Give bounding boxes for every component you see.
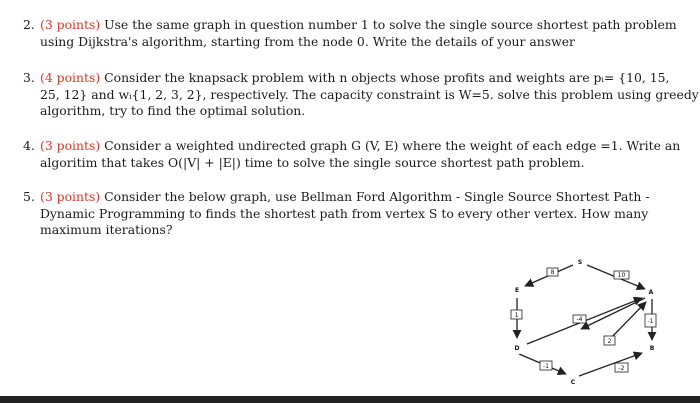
question-line: (3 points) Consider a weighted undirected graph G (V, E) where the weight of each edge =1. Write an (40, 138, 681, 153)
edge-c-b (579, 353, 642, 376)
question-line: 25, 12} and wᵢ{1, 2, 3, 2}, respectively. The capacity constraint is W=5. solve this problem using greedy (40, 86, 699, 102)
weight-label (645, 314, 656, 327)
node-d (511, 342, 523, 354)
bottom-edge-bar (0, 396, 700, 403)
question-line: using Dijkstra's algorithm, starting from the node 0. Write the details of your answer (40, 33, 575, 49)
svg-text:1: 1 (514, 312, 519, 319)
question-line: maximum iterations? (40, 222, 173, 238)
node-a (645, 286, 657, 298)
question-number: 5. (23, 189, 35, 204)
weight-label (547, 268, 558, 276)
svg-text:C: C (570, 379, 576, 386)
svg-text:S: S (577, 259, 583, 266)
weight-label (573, 315, 586, 323)
question-number: 2. (23, 17, 35, 32)
weight-label (614, 271, 629, 279)
question-line: (4 points) Consider the knapsack problem with n objects whose profits and weights are pᵢ= {10, 15, (40, 70, 670, 85)
svg-text:8: 8 (550, 269, 555, 276)
weight-label (511, 310, 522, 319)
weight-label (540, 361, 552, 370)
svg-text:-1: -1 (647, 318, 654, 325)
svg-text:D: D (514, 345, 520, 352)
question-text (40, 70, 699, 120)
points-label: (4 points) (40, 70, 101, 85)
question-number: 4. (23, 138, 35, 153)
node-b (646, 342, 658, 354)
weight-label (604, 336, 615, 345)
points-label: (3 points) (40, 138, 101, 153)
question-line: (3 points) Consider the below graph, use Bellman Ford Algorithm - Single Source Shortest Path - (40, 189, 650, 204)
weight-label (615, 363, 628, 372)
points-label: (3 points) (40, 189, 101, 204)
node-e (511, 284, 523, 296)
node-c (567, 376, 579, 388)
svg-text:-1: -1 (543, 363, 549, 370)
node-s (574, 256, 586, 268)
svg-text:10: 10 (617, 272, 626, 279)
svg-text:B: B (649, 345, 655, 352)
question-text (40, 138, 688, 171)
question-number: 3. (23, 70, 35, 85)
bellman-ford-graph (497, 250, 677, 396)
question-line: algorithm, try to find the optimal solution. (40, 103, 306, 119)
svg-text:-4: -4 (576, 316, 583, 323)
svg-text:-2: -2 (618, 365, 625, 372)
question-line: algoritim that takes O(|V| + |E|) time to solve the single source shortest path problem. (40, 154, 585, 170)
svg-text:A: A (648, 289, 654, 296)
question-line: Dynamic Programming to finds the shortest path from vertex S to every other vertex. How many (40, 205, 649, 221)
question-text (40, 17, 688, 50)
svg-text:2: 2 (607, 338, 612, 345)
question-text (40, 189, 688, 239)
points-label: (3 points) (40, 17, 101, 32)
question-line: (3 points) Use the same graph in question number 1 to solve the single source shortest path problem (40, 17, 677, 32)
svg-text:E: E (514, 287, 520, 294)
